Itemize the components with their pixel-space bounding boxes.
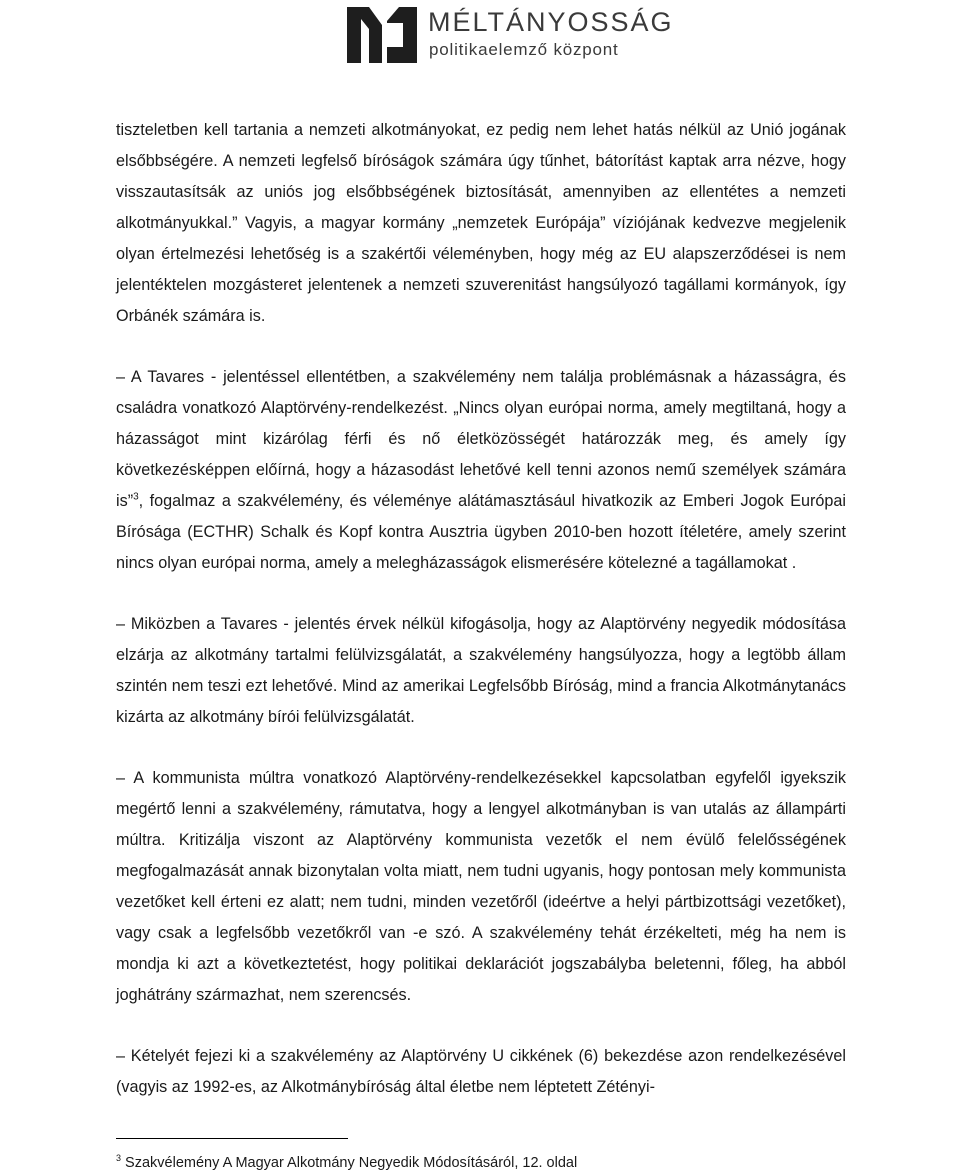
footnote-text: Szakvélemény A Magyar Alkotmány Negyedik Módosításáról, 12. oldal	[125, 1154, 578, 1171]
paragraph: tiszteletben kell tartania a nemzeti alkotmányokat, ez pedig nem lehet hatás nélkül az Unió jogának elsőbbségére. A nemzeti legfelső bíróságok számára úgy tűnhet, bátorítást kaptak arra nézve, hogy visszautasítsák az uniós jog elsőbbségének biztosítását, amennyiben az ellentétes a nemzeti alkotmányukkal.” Vagyis, a magyar kormány „nemzetek Európája” víziójának kedvezve megjelenik olyan értelmezési lehetőség is a szakértői véleményben, hogy még az EU alapszerződései is nem jelentéktelen mozgásteret jelentenek a nemzeti szuverenitást hangsúlyozó tagállami kormányok, így Orbánék számára is.	[116, 121, 846, 325]
footnote-reference[interactable]: 3	[133, 491, 139, 503]
meltanyossag-logo-icon	[347, 7, 417, 63]
footnote	[116, 1148, 577, 1173]
footnote-divider	[116, 1138, 348, 1139]
page-header	[0, 0, 960, 70]
logo-title: MÉLTÁNYOSSÁG	[428, 7, 674, 37]
paragraph-text: , fogalmaz a szakvélemény, és véleménye alátámasztásául hivatkozik az Emberi Jogok Európai Bírósága (ECTHR) Schalk és Kopf kontra Ausztria ügyben 2010-ben hozott ítéletére, amely szerint nincs olyan európai norma, amely a melegházasságok elismerésére kötelezné a tagállamokat .	[116, 492, 846, 572]
logo-subtitle: politikaelemző központ	[429, 40, 619, 59]
paragraph: – Miközben a Tavares - jelentés érvek nélkül kifogásolja, hogy az Alaptörvény negyedik módosítása elzárja az alkotmány tartalmi felülvizsgálatát, a szakvélemény hangsúlyozza, hogy a legtöbb állam szintén nem teszi ezt lehetővé. Mind az amerikai Legfelsőbb Bíróság, mind a francia Alkotmánytanács kizárta az alkotmány bírói felülvizsgálatát.	[116, 615, 846, 726]
footnote-number: 3	[116, 1153, 122, 1163]
paragraph: – A kommunista múltra vonatkozó Alaptörvény-rendelkezésekkel kapcsolatban egyfelől igyekszik megértő lenni a szakvélemény, rámutatva, hogy a lengyel alkotmányban is van utalás az állampárti múltra. Kritizálja viszont az Alaptörvény kommunista vezetők el nem évülő felelősségének megfogalmazását annak bizonytalan volta miatt, nem tudni ugyanis, hogy pontosan mely kommunista vezetőket kell érteni ez alatt; nem tudni, minden vezetőről (ideértve a helyi pártbizottsági vezetőket), vagy csak a legfelsőbb vezetőkről van -e szó. A szakvélemény tehát érzékelteti, még ha nem is mondja ki azt a következtetést, hogy politikai deklarációt jogszabályba beletenni, főleg, ha abból joghátrány származhat, nem szerencsés.	[116, 769, 846, 1004]
paragraph: – Kételyét fejezi ki a szakvélemény az Alaptörvény U cikkének (6) bekezdése azon rendelkezésével (vagyis az 1992-es, az Alkotmánybíróság által életbe nem léptetett Zétényi-	[116, 1047, 846, 1096]
document-body	[116, 115, 846, 1133]
paragraph-text: – A Tavares - jelentéssel ellentétben, a szakvélemény nem találja problémásnak a házasságra, és családra vonatkozó Alaptörvény-rendelkezést. „Nincs olyan európai norma, amely megtiltaná, hogy a házasságot mint kizárólag férfi és nő életközösségét határozzák meg, és amely így következésképpen előírná, hogy a házasodást lehetővé kell tenni azonos nemű személyek számára is”	[116, 368, 846, 510]
paragraph	[116, 362, 846, 579]
